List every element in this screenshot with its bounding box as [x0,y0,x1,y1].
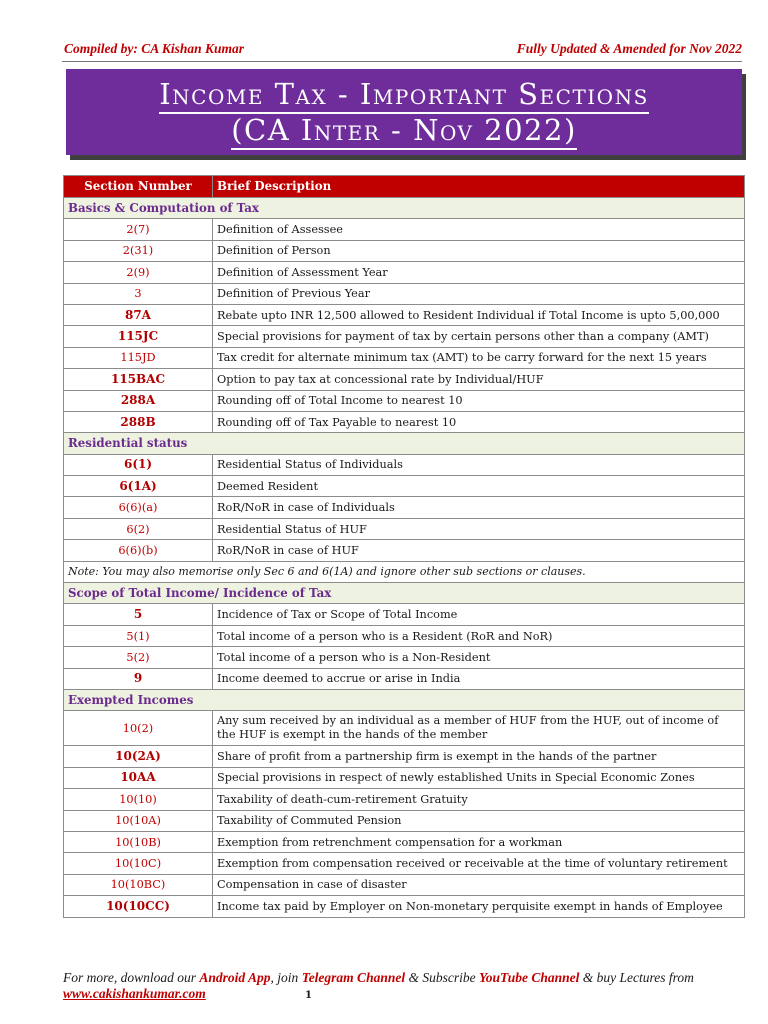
section-number: 115BAC [64,369,213,390]
section-description: Special provisions in respect of newly established Units in Special Economic Zones [213,767,745,788]
section-number: 10(10CC) [64,896,213,917]
section-number: 288B [64,411,213,432]
table-row [64,219,745,240]
section-number: 6(6)(a) [64,497,213,518]
section-description: Taxability of death-cum-retirement Gratuity [213,789,745,810]
footer-promo: For more, download our Android App, join Telegram Channel & Subscribe YouTube Channel & buy Lectures from [63,970,694,985]
section-description: Option to pay tax at concessional rate by Individual/HUF [213,369,745,390]
section-number: 6(2) [64,518,213,539]
section-number: 9 [64,668,213,689]
table-row [64,853,745,874]
table-row [64,454,745,475]
section-description: Share of profit from a partnership firm is exempt in the hands of the partner [213,746,745,767]
section-description: Taxability of Commuted Pension [213,810,745,831]
table-row [64,304,745,325]
group-title: Scope of Total Income/ Incidence of Tax [64,583,745,604]
section-description: Tax credit for alternate minimum tax (AMT) to be carry forward for the next 15 years [213,347,745,368]
section-number: 10(2A) [64,746,213,767]
table-row [64,283,745,304]
section-description: Rebate upto INR 12,500 allowed to Resident Individual if Total Income is upto 5,00,000 [213,304,745,325]
section-description: Residential Status of Individuals [213,454,745,475]
table-header-row [64,176,745,198]
section-description: Definition of Assessment Year [213,262,745,283]
table-row [64,497,745,518]
section-description: Residential Status of HUF [213,518,745,539]
note-row [64,561,745,582]
table-row [64,604,745,625]
header-updated-note: Fully Updated & Amended for Nov 2022 [516,41,742,56]
table-row [64,668,745,689]
section-number: 2(9) [64,262,213,283]
section-number: 10(2) [64,711,213,746]
section-number: 87A [64,304,213,325]
section-number: 115JD [64,347,213,368]
table-row [64,390,745,411]
table-row [64,411,745,432]
table-row [64,767,745,788]
section-number: 10(10) [64,789,213,810]
header-divider [62,61,742,62]
section-description: Definition of Previous Year [213,283,745,304]
section-number: 10AA [64,767,213,788]
table-row [64,896,745,917]
youtube-channel-link[interactable]: YouTube Channel [478,970,580,985]
header-compiled-by: Compiled by: CA Kishan Kumar [64,41,245,56]
section-number: 10(10B) [64,831,213,852]
section-number: 10(10A) [64,810,213,831]
website-link[interactable]: www.cakishankumar.com [63,986,206,1001]
section-number: 3 [64,283,213,304]
section-number: 2(7) [64,219,213,240]
section-description: Incidence of Tax or Scope of Total Income [213,604,745,625]
title-line-2: (CA Inter - Nov 2022) [66,113,742,147]
table-row [64,789,745,810]
table-row [64,262,745,283]
section-number: 6(1) [64,454,213,475]
section-description: Rounding off of Tax Payable to nearest 10 [213,411,745,432]
table-row [64,746,745,767]
table-row [64,540,745,561]
col-header-section: Section Number [64,176,213,198]
section-description: RoR/NoR in case of Individuals [213,497,745,518]
group-row [64,433,745,454]
table-row [64,240,745,261]
section-description: Exemption from retrenchment compensation for a workman [213,831,745,852]
group-title: Basics & Computation of Tax [64,198,745,219]
section-description: Total income of a person who is a Resident (RoR and NoR) [213,625,745,646]
section-description: RoR/NoR in case of HUF [213,540,745,561]
section-number: 6(6)(b) [64,540,213,561]
section-number: 10(10C) [64,853,213,874]
table-row [64,831,745,852]
col-header-description: Brief Description [213,176,745,198]
table-row [64,810,745,831]
table-row [64,518,745,539]
section-description: Rounding off of Total Income to nearest 10 [213,390,745,411]
title-banner [66,69,742,155]
section-description: Compensation in case of disaster [213,874,745,895]
group-row [64,198,745,219]
table-body [64,198,745,918]
telegram-channel-link[interactable]: Telegram Channel [301,970,406,985]
group-row [64,689,745,710]
section-description: Income deemed to accrue or arise in India [213,668,745,689]
note-text: Note: You may also memorise only Sec 6 and 6(1A) and ignore other sub sections or clauses. [64,561,745,582]
section-number: 115JC [64,326,213,347]
section-description: Any sum received by an individual as a member of HUF from the HUF, out of income of the HUF is exempt in the hands of the member [213,711,745,746]
section-number: 5(2) [64,647,213,668]
section-number: 2(31) [64,240,213,261]
table-row [64,347,745,368]
table-row [64,647,745,668]
title-line-1: Income Tax - Important Sections [66,77,742,111]
section-description: Deemed Resident [213,476,745,497]
section-number: 288A [64,390,213,411]
table-row [64,476,745,497]
android-app-link[interactable]: Android App [199,970,271,985]
section-description: Income tax paid by Employer on Non-monetary perquisite exempt in hands of Employee [213,896,745,917]
table-row [64,625,745,646]
group-title: Exempted Incomes [64,689,745,710]
table-row [64,369,745,390]
table-row [64,874,745,895]
section-number: 5(1) [64,625,213,646]
section-description: Definition of Person [213,240,745,261]
section-description: Special provisions for payment of tax by certain persons other than a company (AMT) [213,326,745,347]
section-description: Total income of a person who is a Non-Resident [213,647,745,668]
section-number: 5 [64,604,213,625]
table-row [64,711,745,746]
section-description: Definition of Assessee [213,219,745,240]
section-number: 6(1A) [64,476,213,497]
table-row [64,326,745,347]
sections-table [63,175,745,918]
group-title: Residential status [64,433,745,454]
section-number: 10(10BC) [64,874,213,895]
group-row [64,583,745,604]
page-number: 1 [305,990,312,1001]
section-description: Exemption from compensation received or receivable at the time of voluntary retirement [213,853,745,874]
